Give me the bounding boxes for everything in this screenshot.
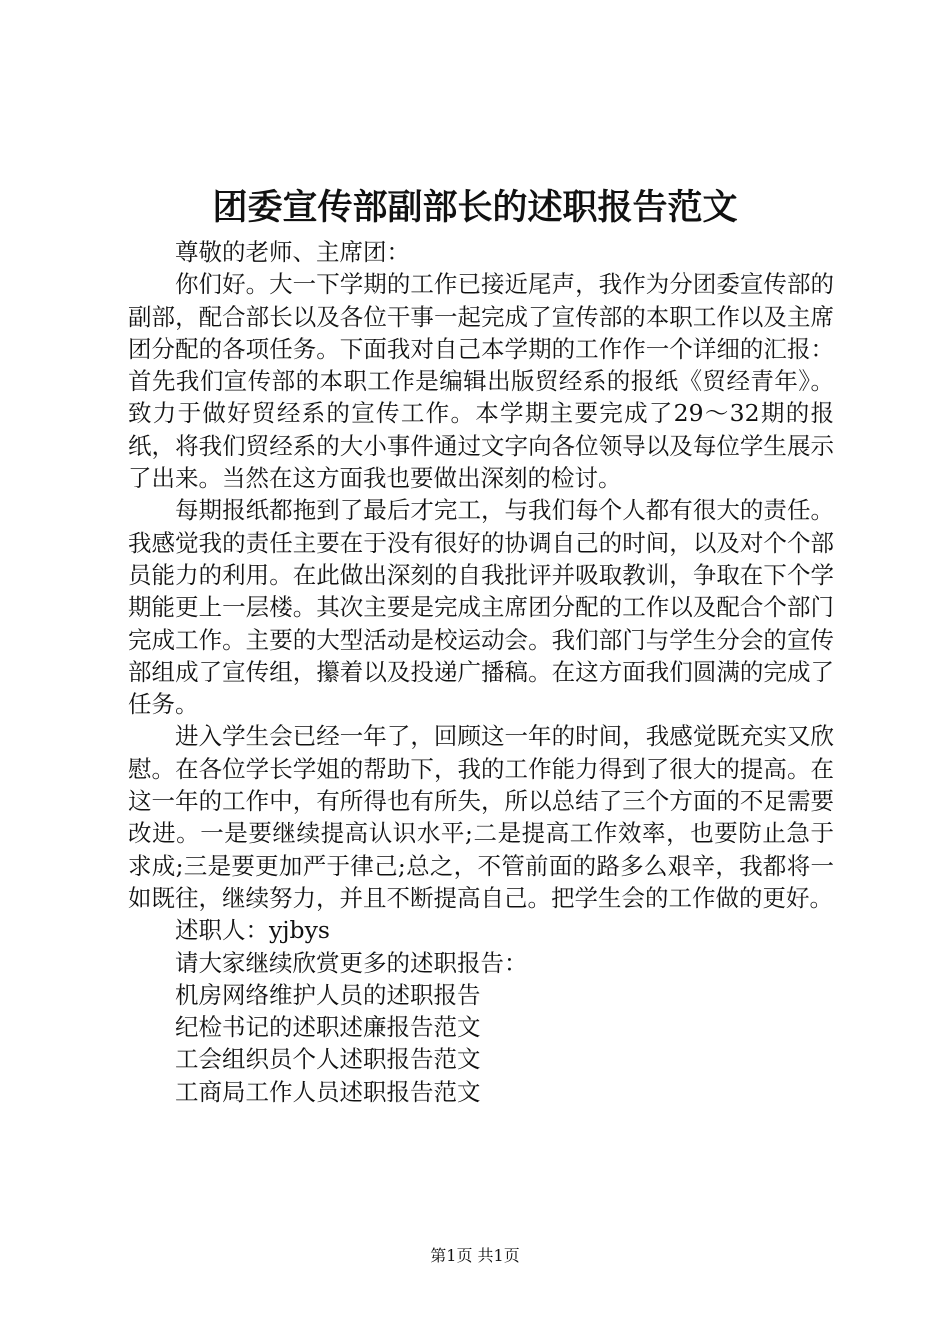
paragraph-1: 你们好。大一下学期的工作已接近尾声，我作为分团委宣传部的副部，配合部长以及各位干事一起完成了宣传部的本职工作以及主席团分配的各项任务。下面我对自己本学期的工作作一个详细的汇报：首先我们宣传部的本职工作是编辑出版贸经系的报纸《贸经青年》。致力于做好贸经系的宣传工作。本学期主要完成了29～32期的报纸，将我们贸经系的大小事件通过文字向各位领导以及每位学生展示了出来。当然在这方面我也要做出深刻的检讨。 — [128, 270, 834, 493]
salutation: 尊敬的老师、主席团： — [175, 238, 410, 266]
related-link-4[interactable]: 工商局工作人员述职报告范文 — [175, 1077, 481, 1106]
more-intro: 请大家继续欣赏更多的述职报告： — [175, 948, 528, 977]
signature: 述职人：yjbys — [175, 916, 330, 945]
document-body — [128, 236, 834, 1108]
related-link-3[interactable]: 工会组织员个人述职报告范文 — [175, 1045, 481, 1074]
document-title: 团委宣传部副部长的述职报告范文 — [212, 187, 738, 228]
page-indicator: 第1页 共1页 — [430, 1246, 520, 1265]
related-link-2[interactable]: 纪检书记的述职述廉报告范文 — [175, 1013, 481, 1042]
related-link-1[interactable]: 机房网络维护人员的述职报告 — [175, 980, 481, 1009]
paragraph-2: 每期报纸都拖到了最后才完工，与我们每个人都有很大的责任。我感觉我的责任主要在于没有很好的协调自己的时间，以及对个个部员能力的利用。在此做出深刻的自我批评并吸取教训，争取在下个学期能更上一层楼。其次主要是完成主席团分配的工作以及配合个部门完成工作。主要的大型活动是校运动会。我们部门与学生分会的宣传部组成了宣传组，攥着以及投递广播稿。在这方面我们圆满的完成了任务。 — [128, 496, 834, 719]
paragraph-3: 进入学生会已经一年了，回顾这一年的时间，我感觉既充实又欣慰。在各位学长学姐的帮助下，我的工作能力得到了很大的提高。在这一年的工作中，有所得也有所失，所以总结了三个方面的不足需要改进。一是要继续提高认识水平;二是提高工作效率，也要防止急于求成;三是要更加严于律己;总之，不管前面的路多么艰辛，我都将一如既往，继续努力，并且不断提高自己。把学生会的工作做的更好。 — [128, 722, 834, 912]
